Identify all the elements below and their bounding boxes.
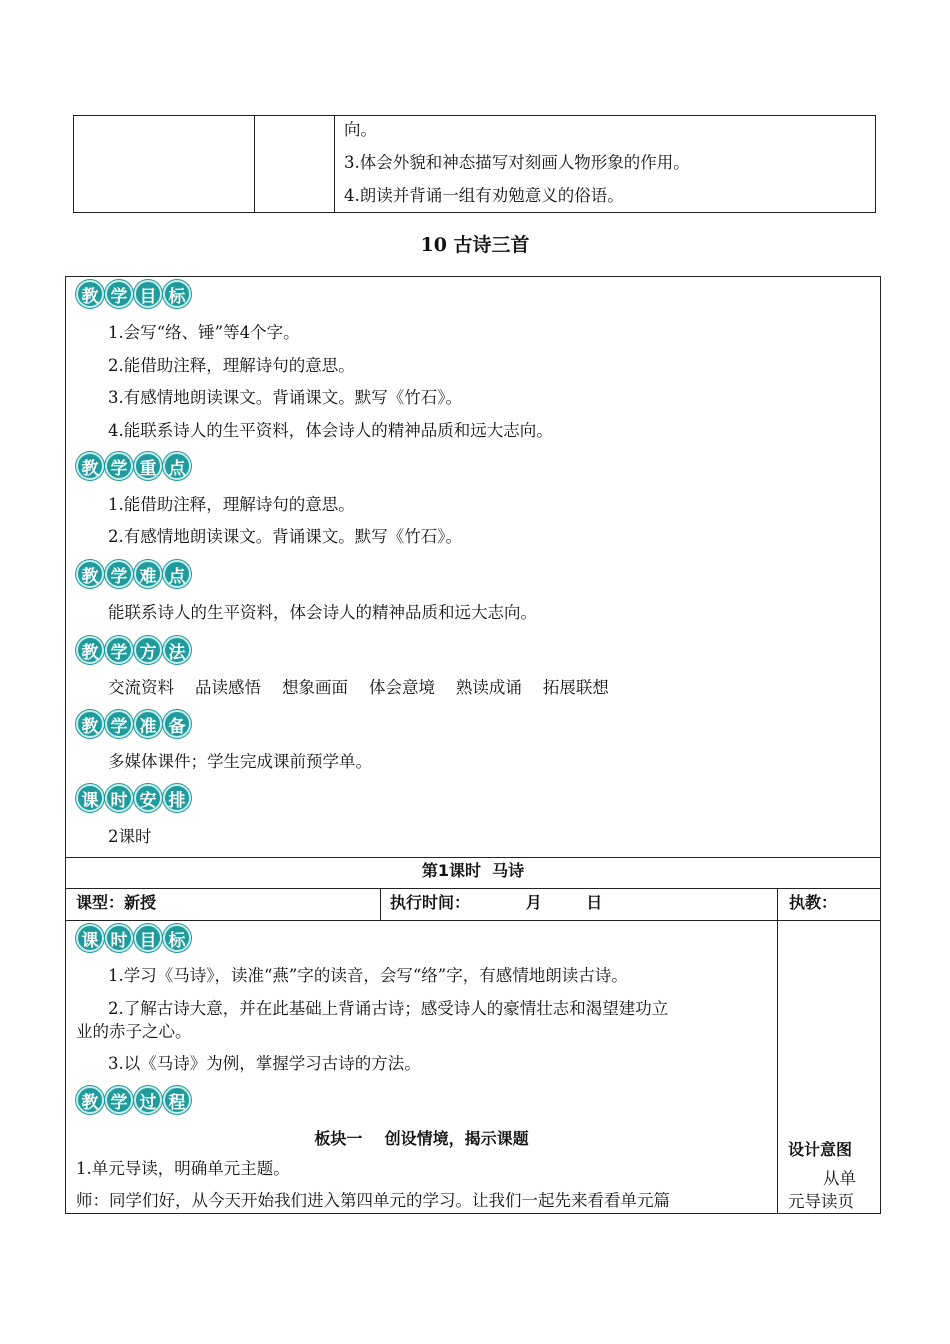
row-divider xyxy=(66,857,880,858)
section-badge-preparation: 教 学 准 备 xyxy=(76,710,192,738)
period-goal-line: 3.以《马诗》为例，掌握学习古诗的方法。 xyxy=(108,1054,421,1073)
goal-line: 1.会写“络、锤”等4个字。 xyxy=(108,323,300,342)
table-text: 3.体会外貌和神态描写对刻画人物形象的作用。 xyxy=(344,153,690,172)
key-point-line: 1.能借助注释，理解诗句的意思。 xyxy=(108,495,355,514)
section-badge-period-goals: 课 时 目 标 xyxy=(76,924,192,952)
lesson-title: 10 古诗三首 xyxy=(420,234,530,256)
section-badge-process: 教 学 过 程 xyxy=(76,1086,192,1114)
row-divider xyxy=(66,920,880,921)
table-text: 向。 xyxy=(344,120,377,139)
key-point-line: 2.有感情地朗读课文。背诵课文。默写《竹石》。 xyxy=(108,527,462,546)
lesson-plan-table xyxy=(65,276,881,1214)
section-badge-key-points: 教 学 重 点 xyxy=(76,452,192,480)
section-badge-methods: 教 学 方 法 xyxy=(76,636,192,664)
teacher-label: 执教： xyxy=(789,893,838,912)
section-badge-schedule: 课 时 安 排 xyxy=(76,784,192,812)
preparation-line: 多媒体课件；学生完成课前预学单。 xyxy=(108,752,372,771)
column-divider xyxy=(777,888,778,1213)
column-divider xyxy=(380,888,381,920)
column-divider xyxy=(334,116,335,212)
section-badge-goals: 教 学 目 标 xyxy=(76,280,192,308)
previous-table xyxy=(73,115,876,213)
lesson-type: 课型：新授 xyxy=(76,893,157,912)
goal-line: 4.能联系诗人的生平资料，体会诗人的精神品质和远大志向。 xyxy=(108,421,553,440)
row-divider xyxy=(66,888,880,889)
process-line: 1.单元导读，明确单元主题。 xyxy=(76,1159,290,1178)
block-title: 板块一 创设情境，揭示课题 xyxy=(314,1129,529,1148)
schedule-line: 2课时 xyxy=(108,827,152,846)
design-intent-line: 元导读页 xyxy=(788,1192,854,1211)
table-text: 4.朗读并背诵一组有劝勉意义的俗语。 xyxy=(344,186,624,205)
design-intent-line: 从单 xyxy=(823,1169,856,1188)
period-goal-line: 业的赤子之心。 xyxy=(76,1022,192,1041)
period-title: 第1课时 马诗 xyxy=(421,861,525,880)
section-badge-difficulties: 教 学 难 点 xyxy=(76,560,192,588)
goal-line: 3.有感情地朗读课文。背诵课文。默写《竹石》。 xyxy=(108,388,462,407)
period-goal-line: 1.学习《马诗》，读准“燕”字的读音，会写“络”字，有感情地朗读古诗。 xyxy=(108,966,628,985)
methods-line: 交流资料 品读感悟 想象画面 体会意境 熟读成诵 拓展联想 xyxy=(108,678,609,697)
execution-time: 执行时间： 月 日 xyxy=(390,893,603,912)
process-line: 师：同学们好，从今天开始我们进入第四单元的学习。让我们一起先来看看单元篇 xyxy=(76,1191,670,1210)
goal-line: 2.能借助注释，理解诗句的意思。 xyxy=(108,356,355,375)
column-divider xyxy=(254,116,255,212)
period-goal-line: 2.了解古诗大意，并在此基础上背诵古诗；感受诗人的豪情壮志和渴望建功立 xyxy=(108,999,669,1018)
difficulty-line: 能联系诗人的生平资料，体会诗人的精神品质和远大志向。 xyxy=(108,603,537,622)
design-intent-title: 设计意图 xyxy=(788,1140,853,1159)
